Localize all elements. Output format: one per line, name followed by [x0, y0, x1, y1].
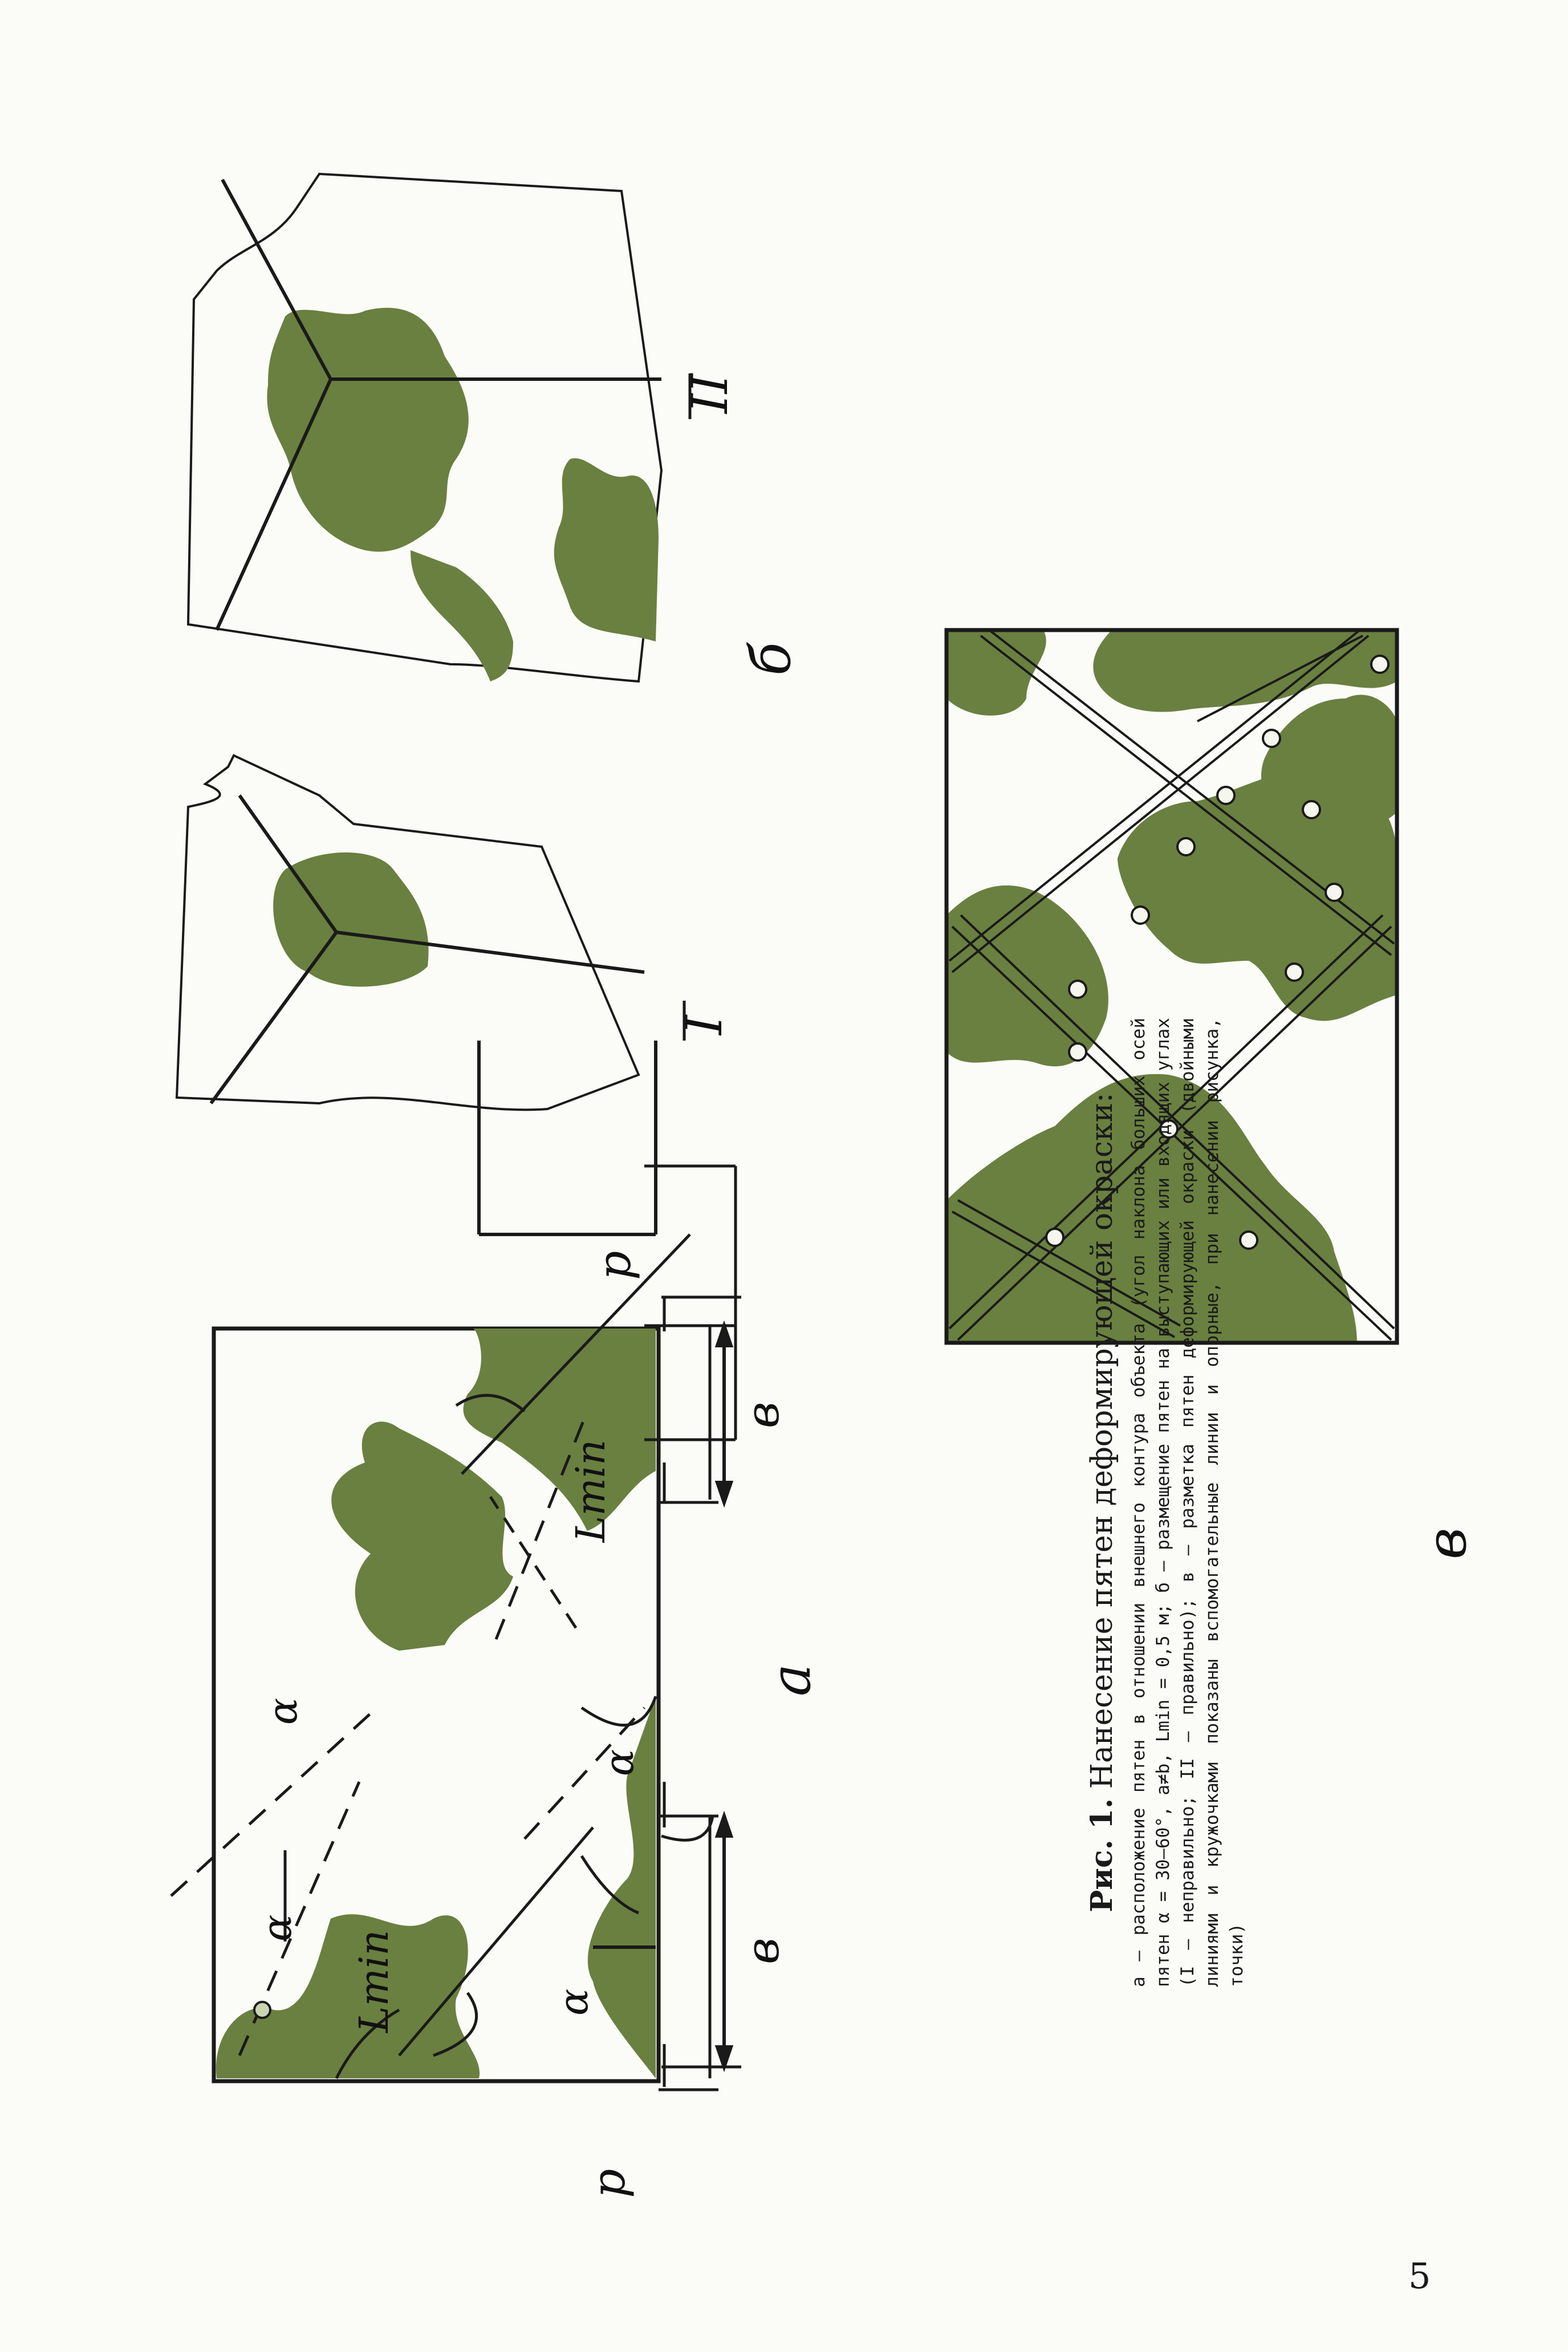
- page-number: 5: [1408, 2255, 1431, 2297]
- dim-p-left: р: [582, 2168, 635, 2198]
- panel-a-label: а: [759, 1663, 823, 1696]
- caption-title-text: Нанесение пятен деформирующей окраски:: [1085, 1092, 1119, 1798]
- cube-II: [188, 174, 739, 681]
- dim-lmin-right: Lmin: [567, 1439, 614, 1542]
- dim-alpha-2: α: [259, 1697, 306, 1725]
- dim-p-right: р: [588, 1250, 641, 1280]
- caption-title: [1083, 1018, 1121, 1987]
- dim-alpha-3: α: [596, 1749, 643, 1776]
- caption-title-prefix: Рис. 1.: [1084, 1798, 1119, 1912]
- dim-lmin-left: Lmin: [351, 1929, 397, 2033]
- figure-caption: [1083, 1018, 1249, 1987]
- dim-alpha-1: α: [254, 1914, 300, 1941]
- spot: [331, 1421, 513, 1651]
- dim-v-right: в: [736, 1402, 789, 1428]
- anchor-point: [254, 2002, 270, 2018]
- caption-body: а — расположение пятен в отношении внешнего контура объекта (угол наклона больших осей пятен α = 30—60°, а≠b, Lmin = 0,5 м; б — размещение пятен на выступающих или входящих углах (I — неправильно; II — правильно); в — разметка пятен деформирующей окраски (двойными линиями и кружочками показаны вспомогательные линии и опорные, при нанесении рисунка, точки): [1128, 1018, 1247, 1987]
- panel-v-label: в: [1415, 1528, 1478, 1559]
- dim-v-left: в: [736, 1937, 789, 1964]
- cube-I: [177, 755, 733, 1110]
- cube-II-label: II: [680, 373, 739, 413]
- spot: [947, 630, 1046, 716]
- panel-b-label: б: [739, 642, 803, 676]
- dim-alpha-4: α: [550, 1988, 597, 2016]
- panel-b: [177, 174, 803, 1110]
- cube-I-label: I: [675, 1015, 733, 1035]
- panel-a: [171, 1041, 823, 2198]
